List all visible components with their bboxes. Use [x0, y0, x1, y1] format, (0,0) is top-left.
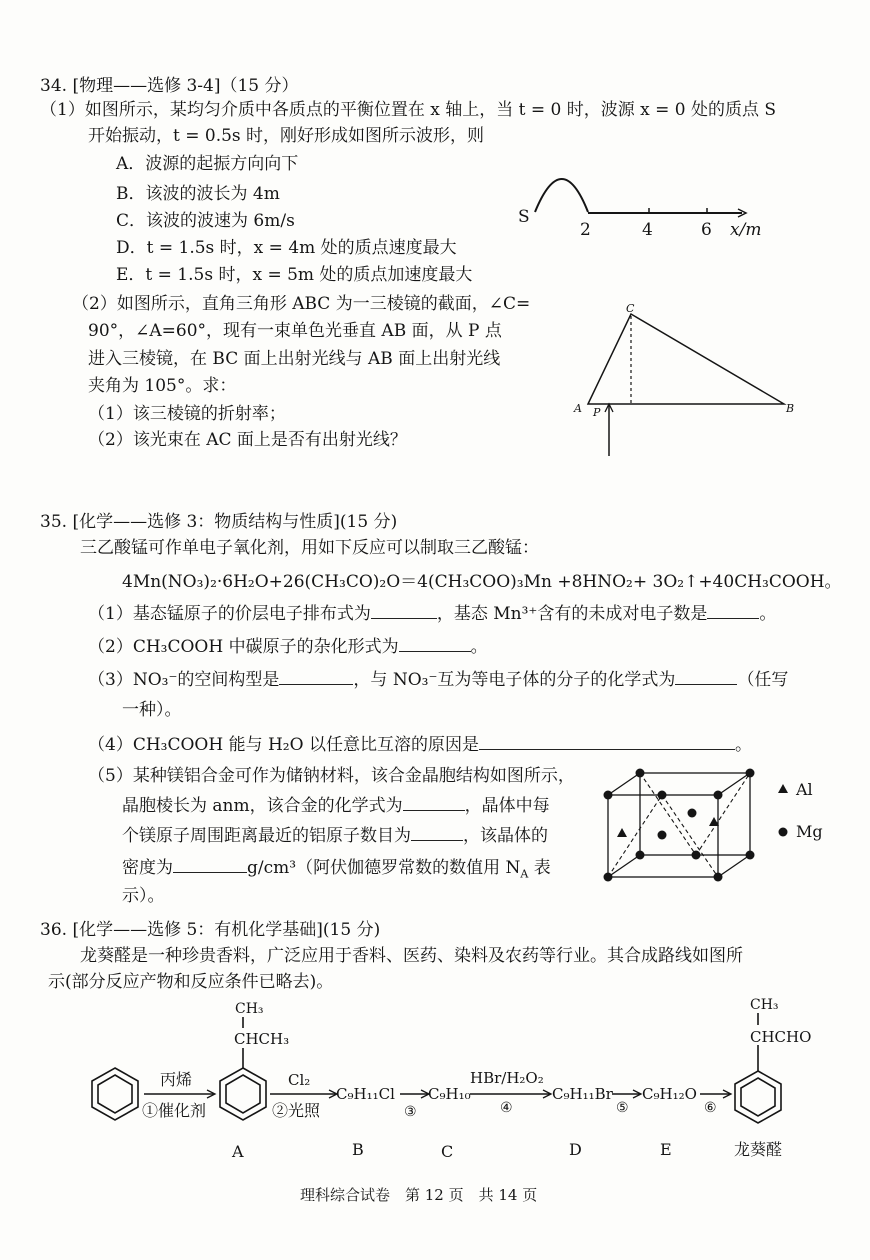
page-footer: 理科综合试卷 第 12 页 共 14 页	[300, 1186, 538, 1204]
a-chch3: CHCH₃	[234, 1030, 290, 1048]
formula-d: C₉H₁₁Br	[552, 1085, 613, 1103]
wave-tick-6: 6	[701, 220, 712, 240]
q34-part2-line2: 90°，∠A=60°，现有一束单色光垂直 AB 面，从 P 点	[88, 321, 502, 341]
q34-option-c: C．该波的波速为 6m/s	[116, 211, 295, 231]
legend-mg-label: Mg	[796, 822, 823, 841]
al-atom	[617, 828, 627, 837]
answer-blank[interactable]	[479, 731, 735, 750]
q35-sub5-line5: 示）。	[122, 886, 165, 906]
answer-blank[interactable]	[675, 666, 737, 685]
answer-blank[interactable]	[399, 633, 471, 652]
q35-sub3: （3）NO₃⁻的空间构型是 ，与 NO₃⁻互为等电子体的分子的化学式为 （任写	[88, 666, 788, 692]
q34-option-e: E．t = 1.5s 时，x = 5m 处的质点加速度最大	[116, 265, 473, 285]
label-e: E	[660, 1140, 672, 1159]
prism-label-c: C	[626, 302, 635, 315]
prism-label-b: B	[786, 402, 795, 415]
label-b: B	[352, 1140, 364, 1159]
q36-intro-line1: 龙葵醛是一种珍贵香料，广泛应用于香料、医药、染料及农药等行业。其合成路线如图所	[80, 946, 743, 966]
reagent-cl2: Cl₂	[288, 1071, 311, 1089]
synthesis-scheme	[0, 995, 870, 1170]
legend-al-label: Al	[796, 780, 813, 799]
mg-atom	[714, 873, 723, 882]
answer-blank[interactable]	[403, 792, 465, 811]
wave-axis-label: x/m	[730, 220, 762, 240]
q34-part2-line3: 进入三棱镜，在 BC 面上出射光线与 AB 面上出射光线	[88, 349, 501, 369]
answer-blank[interactable]	[411, 822, 463, 841]
q34-part1-line1: （1）如图所示，某均匀介质中各质点的平衡位置在 x 轴上，当 t = 0 时，波源 x = 0 处的质点 S	[40, 100, 777, 120]
legend-mg-marker	[779, 828, 788, 837]
product-chcho: CHCHO	[750, 1028, 812, 1046]
mg-atom	[714, 791, 723, 800]
q35-sub5-line4: 密度为 g/cm³（阿伏伽德罗常数的数值用 $N_A$ 表	[122, 854, 551, 886]
mg-atom	[604, 791, 613, 800]
q35-sub4: （4）CH₃COOH 能与 H₂O 以任意比互溶的原因是 。	[88, 731, 752, 757]
q34-part2-sub1: （1）该三棱镜的折射率；	[88, 404, 286, 424]
legend-al-marker	[778, 784, 788, 793]
label-c: C	[441, 1142, 454, 1161]
q34-part2-sub2: （2）该光束在 AC 面上是否有出射光线？	[88, 430, 407, 450]
q34-header: 34. [物理——选修 3-4]（15 分）	[40, 76, 299, 96]
answer-blank[interactable]	[173, 854, 247, 873]
reagent-hbr: HBr/H₂O₂	[470, 1069, 544, 1087]
mg-atom	[658, 791, 667, 800]
step-5: ⑤	[616, 1100, 629, 1116]
label-a: A	[232, 1142, 244, 1161]
mg-atom	[688, 809, 697, 818]
mg-atom	[636, 851, 645, 860]
formula-b: C₉H₁₁Cl	[336, 1085, 395, 1103]
product-ch3: CH₃	[750, 997, 779, 1013]
wave-diagram	[510, 160, 770, 250]
crystal-cell-diagram	[600, 765, 823, 890]
q36-intro-line2: 示(部分反应产物和反应条件已略去)。	[48, 972, 334, 992]
q34-part2-line1: （2）如图所示，直角三角形 ABC 为一三棱镜的截面，∠C=	[72, 294, 531, 314]
mg-atom	[636, 769, 645, 778]
q35-sub1: （1）基态锰原子的价层电子排布式为 ，基态 Mn³⁺含有的未成对电子数是 。	[88, 600, 776, 626]
prism-label-p: P	[593, 406, 601, 419]
label-product: 龙葵醛	[734, 1140, 783, 1159]
wave-crest	[535, 179, 588, 212]
mg-atom	[658, 831, 667, 840]
q35-sub3-cont: 一种）。	[122, 700, 182, 720]
prism-triangle	[588, 314, 784, 404]
formula-e: C₉H₁₂O	[642, 1085, 697, 1103]
mg-atom	[604, 873, 613, 882]
q34-option-a: A．波源的起振方向向下	[116, 154, 299, 174]
answer-blank[interactable]	[279, 666, 353, 685]
wave-tick-4: 4	[642, 220, 653, 240]
q35-sub5-line2: 晶胞棱长为 anm，该合金的化学式为 ，晶体中每	[122, 792, 550, 818]
a-ch3: CH₃	[235, 1001, 264, 1017]
reagent-propene: 丙烯	[160, 1070, 193, 1089]
q34-option-b: B．该波的波长为 4m	[116, 184, 280, 204]
benzene-ring-start	[92, 1068, 138, 1120]
q34-option-d: D．t = 1.5s 时，x = 4m 处的质点速度最大	[116, 238, 457, 258]
answer-blank[interactable]	[707, 600, 759, 619]
q34-part1-line2: 开始振动，t = 0.5s 时，刚好形成如图所示波形，则	[88, 126, 485, 146]
q35-sub2: （2）CH₃COOH 中碳原子的杂化形式为 。	[88, 633, 488, 659]
mg-atom	[746, 769, 755, 778]
q36-header: 36. [化学——选修 5：有机化学基础](15 分)	[40, 920, 381, 940]
q35-header: 35. [化学——选修 3：物质结构与性质](15 分)	[40, 512, 398, 532]
q35-equation: 4Mn(NO₃)₂·6H₂O+26(CH₃CO)₂O＝4(CH₃COO)₃Mn +8HNO₂+ 3O₂↑+40CH₃COOH。	[122, 572, 842, 592]
wave-label-s: S	[518, 207, 530, 227]
cond-catalyst: ①催化剂	[142, 1101, 207, 1120]
wave-tick-2: 2	[580, 220, 591, 240]
prism-diagram	[560, 300, 810, 500]
cond-light: ②光照	[272, 1101, 321, 1120]
step-6: ⑥	[704, 1100, 717, 1116]
step-3: ③	[404, 1104, 417, 1120]
step-4: ④	[500, 1100, 513, 1116]
q35-sub5-line3: 个镁原子周围距离最近的铝原子数目为 ，该晶体的	[122, 822, 548, 848]
q35-intro: 三乙酸锰可作单电子氧化剂，用如下反应可以制取三乙酸锰：	[80, 538, 539, 558]
answer-blank[interactable]	[371, 600, 437, 619]
label-d: D	[569, 1140, 582, 1159]
mg-atom	[692, 851, 701, 860]
prism-label-a: A	[574, 402, 582, 415]
q35-sub5-line1: （5）某种镁铝合金可作为储钠材料，该合金晶胞结构如图所示，	[88, 766, 575, 786]
mg-atom	[746, 851, 755, 860]
formula-c: C₉H₁₀	[428, 1085, 471, 1103]
q34-part2-line4: 夹角为 105°。求：	[88, 376, 237, 396]
